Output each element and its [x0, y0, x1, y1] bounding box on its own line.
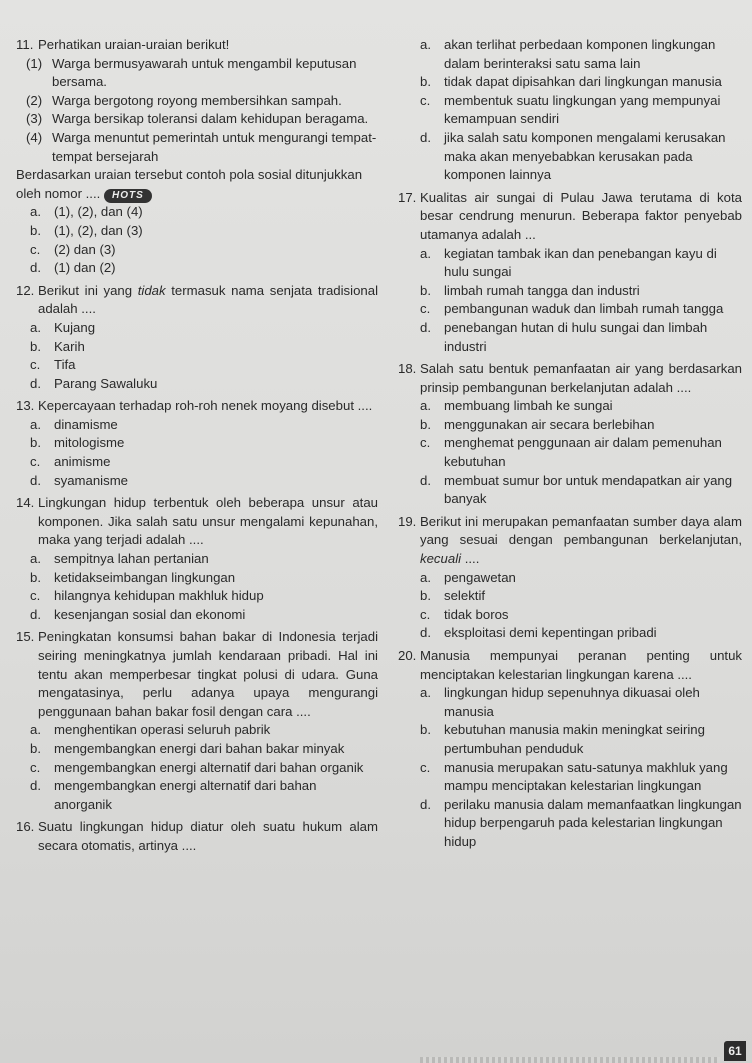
question-stem: Perhatikan uraian-uraian berikut!: [38, 37, 230, 52]
question-number: 15.: [16, 629, 35, 645]
answer-option-b[interactable]: b. limbah rumah tangga dan industri: [420, 282, 640, 298]
footer-strip: [420, 1057, 720, 1063]
question-16-options: [398, 36, 742, 185]
question-16: [16, 818, 378, 855]
answer-option-b[interactable]: b. (1), (2), dan (3): [30, 222, 143, 238]
answer-option-c[interactable]: c. tidak boros: [420, 606, 509, 622]
answer-option-a[interactable]: a. Kujang: [30, 319, 96, 335]
answer-option-d[interactable]: d. Parang Sawaluku: [30, 375, 158, 391]
question-number: 14.: [16, 495, 35, 511]
hots-badge: HOTS: [104, 189, 152, 203]
answer-option-a[interactable]: a. kegiatan tambak ikan dan penebangan kayu di hulu sungai: [420, 245, 717, 280]
answer-option-a[interactable]: a. akan terlihat perbedaan komponen lingkungan dalam berinteraksi satu sama lain: [420, 37, 716, 71]
question-17: [398, 189, 742, 356]
answer-option-d[interactable]: d. membuat sumur bor untuk mendapatkan air yang banyak: [420, 472, 733, 507]
answer-option-c[interactable]: c. pembangunan waduk dan limbah rumah tangga: [420, 301, 724, 317]
question-stem: Kualitas air sungai di Pulau Jawa terutama di kota besar cendrung menurun. Beberapa faktor penyebab utamanya adalah ...: [420, 189, 742, 242]
answer-option-d[interactable]: d. (1) dan (2): [30, 260, 116, 276]
answer-option-b[interactable]: b. selektif: [420, 588, 486, 604]
answer-option-c[interactable]: c. manusia merupakan satu-satunya makhluk yang mampu menciptakan kelestarian lingkungan: [420, 759, 728, 794]
question-12: [16, 282, 378, 394]
question-number: 16.: [16, 819, 35, 835]
answer-option-c[interactable]: c. animisme: [30, 454, 111, 470]
answer-option-b[interactable]: b. tidak dapat dipisahkan dari lingkungan manusia: [420, 74, 722, 90]
answer-option-a[interactable]: a. lingkungan hidup sepenuhnya dikuasai oleh manusia: [420, 685, 700, 719]
question-stem: Suatu lingkungan hidup diatur oleh suatu hukum alam secara otomatis, artinya ....: [38, 819, 378, 853]
answer-option-c[interactable]: c. hilangnya kehidupan makhluk hidup: [30, 588, 264, 604]
answer-option-d[interactable]: d. penebangan hutan di hulu sungai dan limbah industri: [420, 319, 708, 354]
answer-option-d[interactable]: d. mengembangkan energi alternatif dari bahan anorganik: [30, 778, 317, 812]
answer-option-a[interactable]: a. sempitnya lahan pertanian: [30, 551, 209, 567]
statement-item: (1) Warga bermusyawarah untuk mengambil keputusan bersama.: [26, 55, 357, 90]
answer-option-d[interactable]: d. perilaku manusia dalam memanfaatkan lingkungan hidup berpengaruh pada kelestarian lingkungan hidup: [420, 796, 742, 849]
question-number: 13.: [16, 398, 35, 414]
answer-option-a[interactable]: a. pengawetan: [420, 569, 516, 585]
question-stem: Lingkungan hidup terbentuk oleh beberapa unsur atau komponen. Jika salah satu unsur mengalami kepunahan, maka yang terjadi adalah ....: [38, 495, 378, 548]
answer-option-c[interactable]: c. mengembangkan energi alternatif dari bahan organik: [30, 759, 364, 775]
answer-option-d[interactable]: d. kesenjangan sosial dan ekonomi: [30, 606, 246, 622]
question-19: [398, 513, 742, 643]
question-stem: Salah satu bentuk pemanfaatan air yang berdasarkan prinsip pembangunan berkelanjutan adalah ....: [420, 361, 742, 395]
question-13: [16, 397, 378, 490]
answer-option-b[interactable]: b. mitologisme: [30, 435, 125, 451]
answer-option-c[interactable]: c. membentuk suatu lingkungan yang mempunyai kemampuan sendiri: [420, 92, 721, 127]
answer-option-b[interactable]: b. menggunakan air secara berlebihan: [420, 416, 655, 432]
question-number: 19.: [398, 513, 417, 529]
question-stem: Kepercayaan terhadap roh-roh nenek moyang disebut ....: [38, 398, 373, 414]
left-column: [16, 36, 378, 856]
answer-option-c[interactable]: c. Tifa: [30, 357, 76, 373]
answer-option-c[interactable]: c. (2) dan (3): [30, 241, 116, 257]
question-stem: Manusia mempunyai peranan penting untuk menciptakan kelestarian lingkungan karena ....: [420, 648, 742, 682]
question-number: 12.: [16, 282, 35, 298]
question-stem: Peningkatan konsumsi bahan bakar di Indonesia terjadi seiring meningkatnya jumlah kendaraan pribadi. Hal ini tentu akan memperbesar tingkat polusi di udara. Guna mengatasinya, perlu adanya upaya mengurangi penggunaan bahan bakar fosil dengan cara ....: [38, 629, 378, 719]
question-20: [398, 647, 742, 852]
question-number: 17.: [398, 189, 417, 205]
statement-item: (2) Warga bergotong royong membersihkan sampah.: [26, 92, 342, 108]
question-number: 18.: [398, 361, 417, 377]
question-stem: Berikut ini yang tidak termasuk nama senjata tradisional adalah ....: [38, 282, 379, 317]
question-number: 20.: [398, 648, 417, 663]
statement-item: (4) Warga menuntut pemerintah untuk mengurangi tempat-tempat bersejarah: [26, 129, 377, 164]
answer-option-d[interactable]: d. syamanisme: [30, 472, 129, 488]
answer-option-a[interactable]: a. (1), (2), dan (4): [30, 204, 143, 220]
answer-option-a[interactable]: a. membuang limbah ke sungai: [420, 398, 613, 414]
question-11: [16, 36, 378, 278]
right-column: [398, 36, 742, 852]
answer-option-a[interactable]: a. menghentikan operasi seluruh pabrik: [30, 722, 271, 738]
answer-option-b[interactable]: b. Karih: [30, 338, 85, 354]
answer-option-d[interactable]: d. jika salah satu komponen mengalami kerusakan maka akan menyebabkan kerusakan pada komponen lainnya: [420, 129, 726, 183]
answer-option-b[interactable]: b. ketidakseimbangan lingkungan: [30, 569, 236, 585]
question-14: [16, 494, 378, 624]
question-stem: Berikut ini merupakan pemanfaatan sumber daya alam yang sesuai dengan pembangunan berkelanjutan, kecuali ....: [420, 513, 742, 567]
question-15: [16, 628, 378, 814]
statement-item: (3) Warga bersikap toleransi dalam kehidupan beragama.: [26, 111, 369, 127]
question-prompt: Berdasarkan uraian tersebut contoh pola sosial ditunjukkan oleh nomor .... HOTS: [16, 167, 363, 201]
question-18: [398, 360, 742, 509]
answer-option-c[interactable]: c. menghemat penggunaan air dalam pemenuhan kebutuhan: [420, 435, 722, 470]
answer-option-d[interactable]: d. eksploitasi demi kepentingan pribadi: [420, 625, 657, 641]
answer-option-a[interactable]: a. dinamisme: [30, 416, 118, 432]
page-number: 61: [724, 1041, 746, 1061]
answer-option-b[interactable]: b. kebutuhan manusia makin meningkat seiring pertumbuhan penduduk: [420, 722, 705, 756]
answer-option-b[interactable]: b. mengembangkan energi dari bahan bakar minyak: [30, 740, 345, 756]
question-number: 11.: [16, 37, 34, 52]
